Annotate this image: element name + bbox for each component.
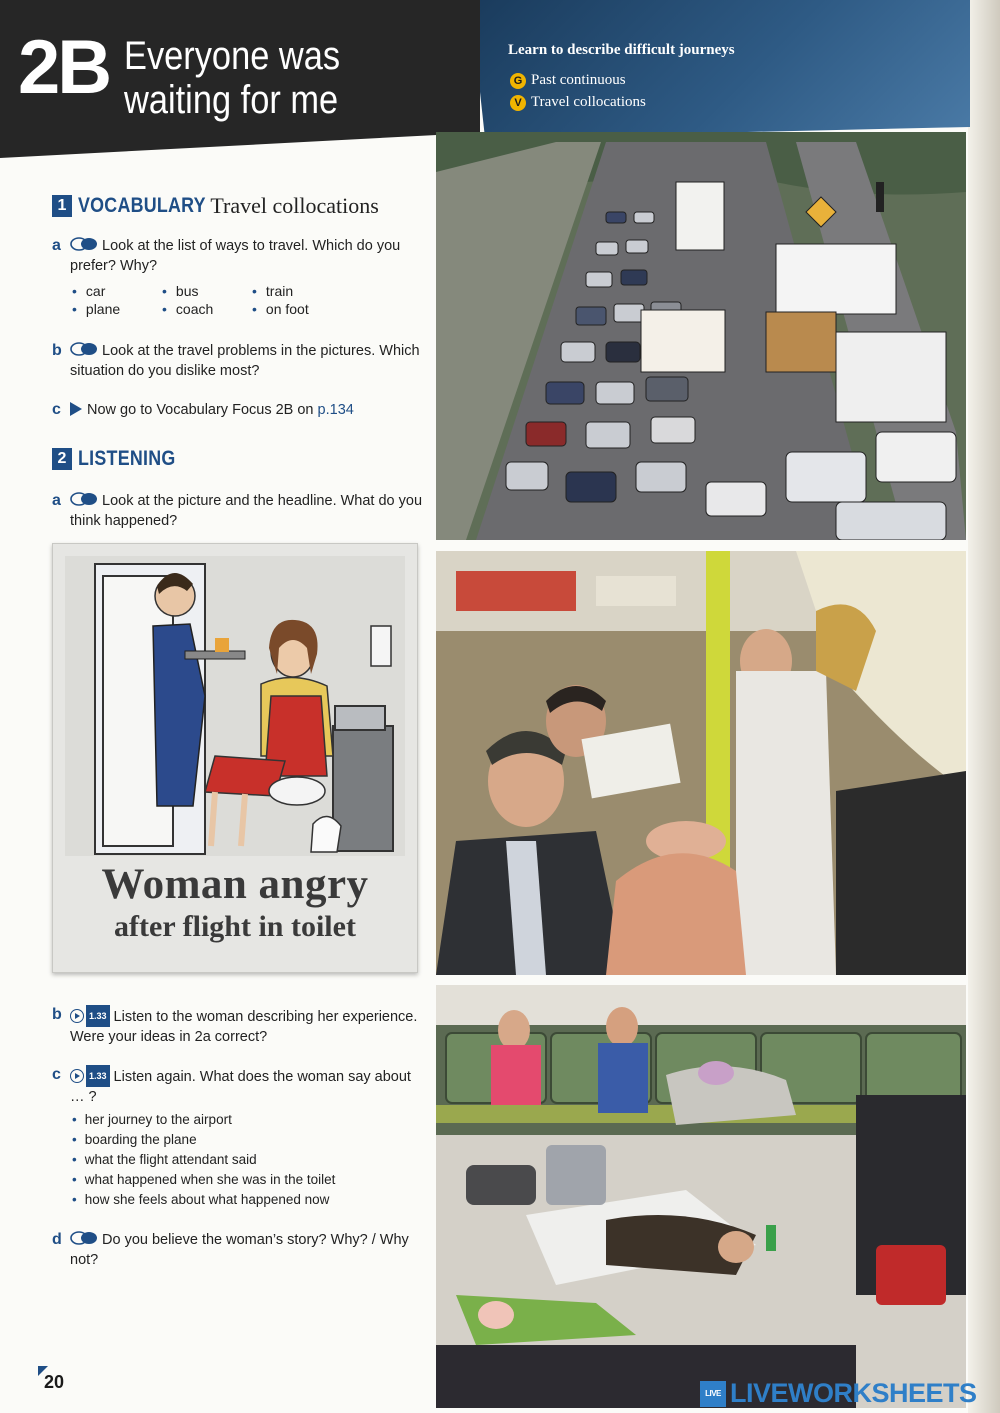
exercise-letter: b bbox=[52, 342, 62, 359]
vocabulary-badge-icon: V bbox=[510, 95, 526, 111]
speaking-icon bbox=[70, 1231, 98, 1245]
play-icon bbox=[70, 1069, 84, 1083]
vocabulary-focus bbox=[510, 94, 646, 111]
list-item: • what the flight attendant said bbox=[72, 1150, 412, 1170]
exercise-text: Listen again. What does the woman say about … ? bbox=[70, 1069, 411, 1105]
exercise-text: Look at the travel problems in the pictures. Which situation do you dislike most? bbox=[70, 343, 420, 379]
section-listening-heading bbox=[52, 447, 193, 471]
exercise-1b bbox=[52, 341, 424, 381]
exercise-text: Listen to the woman describing her experience. Were your ideas in 2a correct? bbox=[70, 1009, 418, 1045]
exercise-letter: b bbox=[52, 1006, 62, 1023]
page-number: 20 bbox=[44, 1372, 65, 1392]
list-item: • what happened when she was in the toilet bbox=[72, 1170, 412, 1190]
travel-options-list bbox=[72, 283, 342, 317]
liveworksheets-logo-icon: LIVE bbox=[700, 1381, 726, 1407]
list-item: • on foot bbox=[252, 301, 342, 317]
speaking-icon bbox=[70, 492, 98, 506]
stranded-airport-photo bbox=[436, 985, 966, 1408]
exercise-letter: d bbox=[52, 1231, 62, 1248]
exercise-text: Look at the picture and the headline. What do you think happened? bbox=[70, 493, 423, 529]
exercise-1a bbox=[52, 236, 424, 276]
exercise-letter: c bbox=[52, 401, 61, 418]
newspaper-cartoon bbox=[52, 543, 418, 973]
audio-track-button[interactable] bbox=[70, 1065, 110, 1087]
exercise-2b bbox=[52, 1005, 424, 1047]
grammar-label: Past continuous bbox=[531, 72, 626, 88]
newspaper-headline: Woman angry bbox=[101, 861, 369, 908]
unit-number: 2B bbox=[18, 25, 110, 110]
airplane-toilet-illustration bbox=[65, 556, 405, 856]
newspaper-subheadline: after flight in toilet bbox=[114, 910, 356, 943]
traffic-jam-photo bbox=[436, 132, 966, 540]
exercise-text: Look at the list of ways to travel. Which do you prefer? Why? bbox=[70, 238, 401, 274]
unit-title: Everyone was waiting for me bbox=[124, 34, 341, 122]
list-item: • coach bbox=[162, 301, 252, 317]
list-item: • boarding the plane bbox=[72, 1130, 412, 1150]
exercise-letter: a bbox=[52, 237, 61, 254]
exercise-text: Now go to Vocabulary Focus 2B on bbox=[87, 402, 314, 418]
speaking-icon bbox=[70, 342, 98, 356]
page-edge bbox=[968, 0, 1000, 1413]
exercise-2d bbox=[52, 1230, 424, 1270]
crowded-train-photo bbox=[436, 551, 966, 975]
exercise-2a bbox=[52, 491, 424, 531]
listening-topics-list bbox=[72, 1110, 412, 1210]
exercise-1c bbox=[52, 400, 424, 420]
go-to-arrow-icon bbox=[70, 402, 82, 416]
list-item: • train bbox=[252, 283, 342, 299]
section-number: 2 bbox=[52, 448, 72, 470]
section-subtitle: Travel collocations bbox=[210, 193, 379, 218]
section-vocabulary-heading bbox=[52, 193, 379, 219]
section-name: LISTENING bbox=[78, 447, 176, 470]
exercise-2c bbox=[52, 1065, 424, 1107]
list-item: • her journey to the airport bbox=[72, 1110, 412, 1130]
speaking-icon bbox=[70, 237, 98, 251]
list-item: • bus bbox=[162, 283, 252, 299]
track-number: 1.33 bbox=[86, 1065, 110, 1087]
liveworksheets-watermark bbox=[700, 1378, 977, 1409]
exercise-text: Do you believe the woman’s story? Why? / Why not? bbox=[70, 1232, 409, 1268]
section-number: 1 bbox=[52, 195, 72, 217]
header-aims-banner bbox=[470, 0, 970, 138]
exercise-letter: a bbox=[52, 492, 61, 509]
vocabulary-label: Travel collocations bbox=[531, 94, 646, 110]
track-number: 1.33 bbox=[86, 1005, 110, 1027]
list-item: • plane bbox=[72, 301, 162, 317]
section-name: VOCABULARY bbox=[78, 194, 206, 217]
watermark-text: LIVEWORKSHEETS bbox=[730, 1378, 977, 1408]
list-item: • how she feels about what happened now bbox=[72, 1190, 412, 1210]
page-link[interactable]: p.134 bbox=[317, 402, 354, 418]
audio-track-button[interactable] bbox=[70, 1005, 110, 1027]
grammar-focus bbox=[510, 72, 626, 89]
exercise-letter: c bbox=[52, 1066, 61, 1083]
play-icon bbox=[70, 1009, 84, 1023]
list-item: • car bbox=[72, 283, 162, 299]
grammar-badge-icon: G bbox=[510, 73, 526, 89]
lesson-aim: Learn to describe difficult journeys bbox=[508, 42, 735, 58]
